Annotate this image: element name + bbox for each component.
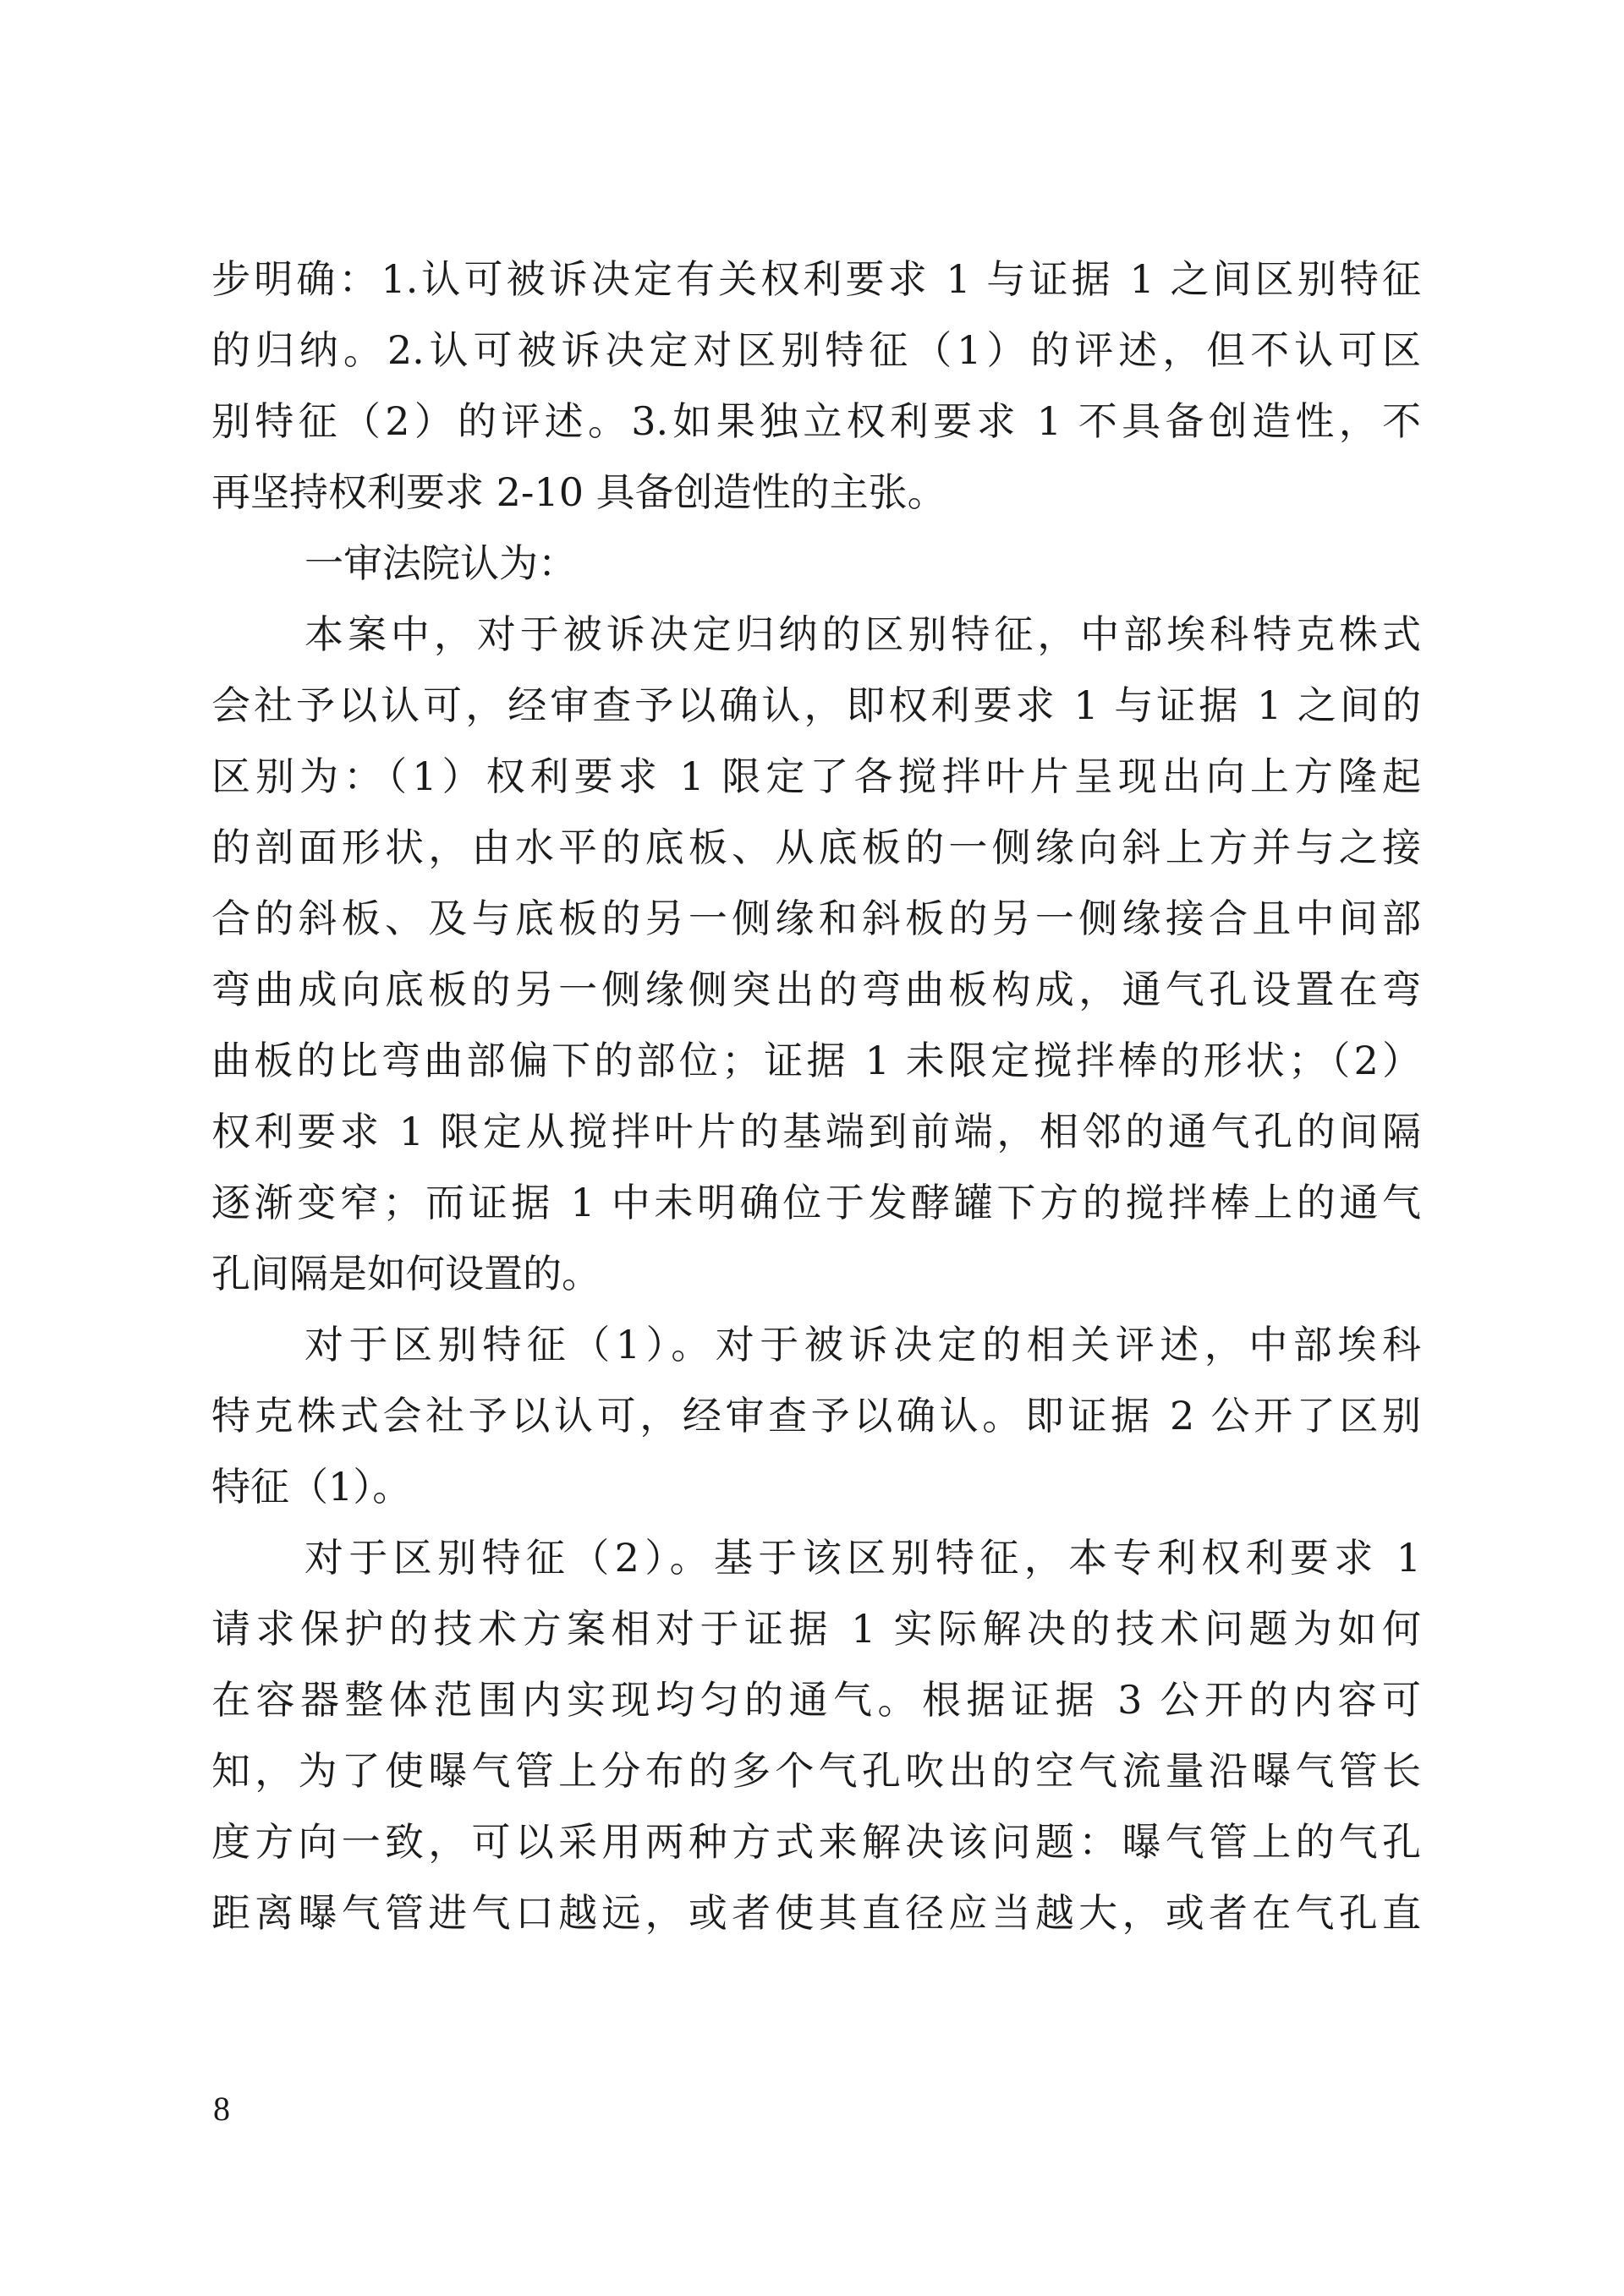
text-line: 弯曲成向底板的另一侧缘侧突出的弯曲板构成，通气孔设置在弯 <box>211 967 1421 1012</box>
text-line: 的归纳。2.认可被诉决定对区别特征（1）的评述，但不认可区 <box>211 327 1421 373</box>
text-line: 请求保护的技术方案相对于证据 1 实际解决的技术问题为如何 <box>211 1606 1421 1652</box>
text-line: 一审法院认为： <box>304 540 577 586</box>
document-body <box>211 244 1421 1948</box>
text-line: 距离曝气管进气口越远，或者使其直径应当越大，或者在气孔直 <box>211 1890 1421 1936</box>
text-line: 会社予以认可，经审查予以确认，即权利要求 1 与证据 1 之间的 <box>211 682 1421 728</box>
text-line: 曲板的比弯曲部偏下的部位；证据 1 未限定搅拌棒的形状；（2） <box>211 1038 1421 1083</box>
page-number: 8 <box>213 2090 230 2128</box>
text-line: 再坚持权利要求 2-10 具备创造性的主张。 <box>211 469 946 515</box>
text-line: 对于区别特征（1）。对于被诉决定的相关评述，中部埃科 <box>304 1322 1421 1367</box>
text-line: 合的斜板、及与底板的另一侧缘和斜板的另一侧缘接合且中间部 <box>211 896 1421 941</box>
text-line: 特克株式会社予以认可，经审查予以确认。即证据 2 公开了区别 <box>211 1393 1421 1438</box>
text-line: 本案中，对于被诉决定归纳的区别特征，中部埃科特克株式 <box>304 611 1421 657</box>
text-line: 步明确：1.认可被诉决定有关权利要求 1 与证据 1 之间区别特征 <box>211 256 1421 302</box>
text-line: 在容器整体范围内实现均匀的通气。根据证据 3 公开的内容可 <box>211 1677 1421 1723</box>
text-line: 区别为：（1）权利要求 1 限定了各搅拌叶片呈现出向上方隆起 <box>211 753 1421 799</box>
text-line: 知，为了使曝气管上分布的多个气孔吹出的空气流量沿曝气管长 <box>211 1748 1421 1794</box>
text-line: 的剖面形状，由水平的底板、从底板的一侧缘向斜上方并与之接 <box>211 825 1421 870</box>
text-line: 权利要求 1 限定从搅拌叶片的基端到前端，相邻的通气孔的间隔 <box>211 1109 1421 1154</box>
text-line: 特征（1）。 <box>211 1464 412 1510</box>
text-line: 度方向一致，可以采用两种方式来解决该问题：曝气管上的气孔 <box>211 1819 1421 1865</box>
text-line: 孔间隔是如何设置的。 <box>211 1251 601 1296</box>
text-line: 对于区别特征（2）。基于该区别特征，本专利权利要求 1 <box>304 1535 1421 1581</box>
text-line: 别特征（2）的评述。3.如果独立权利要求 1 不具备创造性，不 <box>211 398 1421 444</box>
text-line: 逐渐变窄；而证据 1 中未明确位于发酵罐下方的搅拌棒上的通气 <box>211 1180 1421 1225</box>
